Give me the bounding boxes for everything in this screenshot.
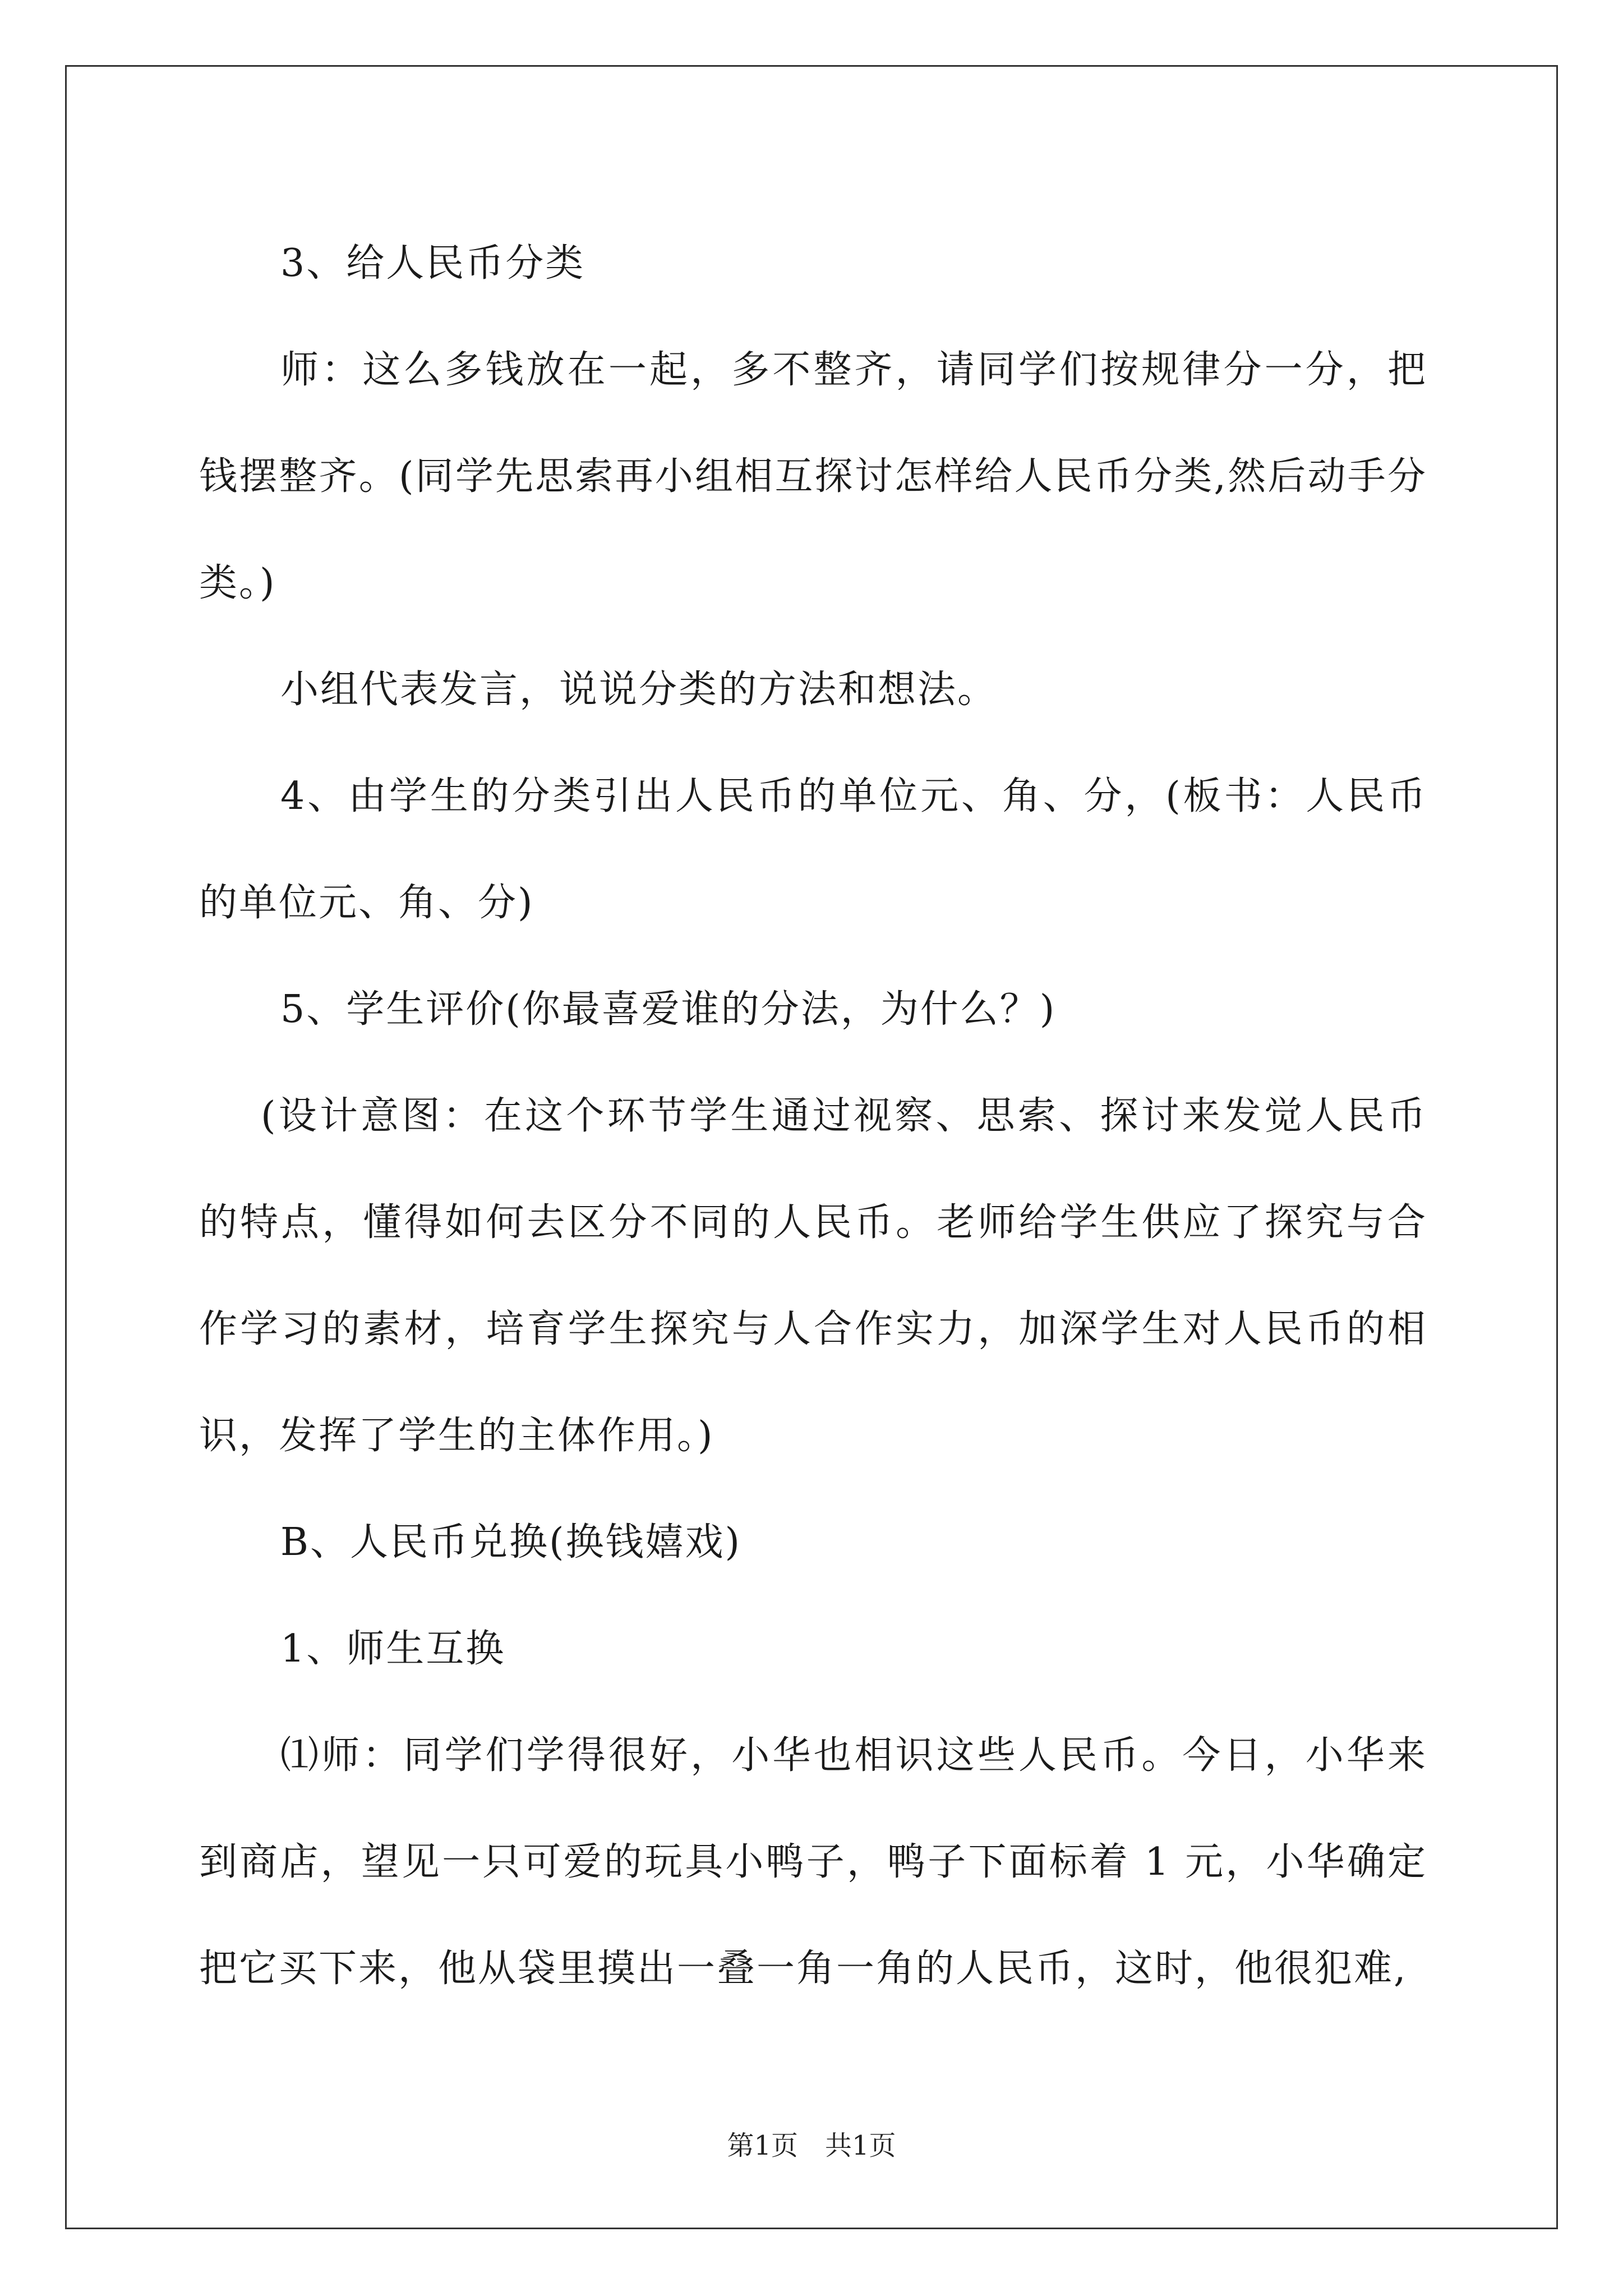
paragraph-heading-mutual: 1、师生互换 (280, 1627, 506, 1671)
paragraph-story: ⑴师：同学们学得很好，小华也相识这些人民币。今日，小华来到商店，望见一只可爱的玩具小鸭子，鸭子下面标着 1 元，小华确定把它买下来，他从袋里摸出一叠一角一角的人民币，这时，他很犯难, (199, 1733, 1427, 1991)
paragraph-heading-exchange: B、人民币兑换(换钱嬉戏) (280, 1520, 742, 1565)
document-body (199, 210, 1427, 2022)
paragraph-group-speech: 小组代表发言，说说分类的方法和想法。 (280, 668, 998, 712)
paragraph-evaluation: 5、学生评价(你最喜爱谁的分法，为什么？) (280, 987, 1057, 1032)
paragraph-heading-classify: 3、给人民币分类 (280, 241, 585, 286)
page-footer: 第1页 共1页 (727, 2130, 896, 2161)
paragraph-design-intent: (设计意图：在这个环节学生通过视察、思索、探讨来发觉人民币的特点，懂得如何去区分不同的人民币。老师给学生供应了探究与合作学习的素材，培育学生探究与人合作实力，加深学生对人民币的相识，发挥了学生的主体作用。) (199, 1094, 1427, 1458)
paragraph-teacher-instruction: 师：这么多钱放在一起，多不整齐，请同学们按规律分一分，把钱摆整齐。(同学先思索再小组相互探讨怎样给人民币分类,然后动手分类。) (199, 348, 1427, 605)
paragraph-units: 4、由学生的分类引出人民币的单位元、角、分，(板书：人民币的单位元、角、分) (199, 774, 1427, 925)
